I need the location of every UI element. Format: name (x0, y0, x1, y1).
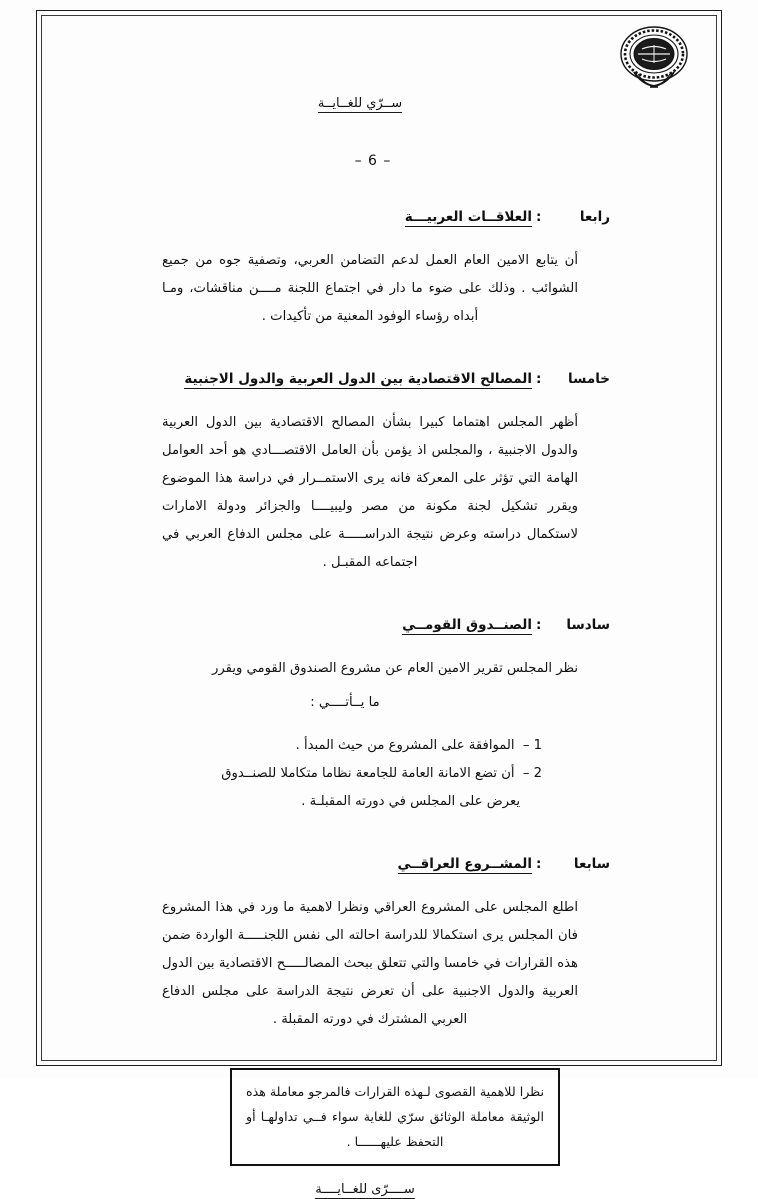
section-ordinal: خامسا (568, 371, 610, 387)
section-fourth (70, 209, 690, 331)
section-title: الصنــدوق القومــي (402, 617, 532, 633)
section-colon: : (536, 209, 542, 225)
section-ordinal: رابعا (579, 209, 610, 225)
page-number: – 6 – (354, 153, 392, 169)
section-ordinal: سابعا (573, 856, 610, 872)
section-title: العلاقــات العربيـــة (404, 209, 532, 225)
list-item-text: أن تضع الامانة العامة للجامعة نظاما متكاملا للصنــدوق (221, 766, 515, 781)
section-paragraph: أن يتابع الامين العام العمل لدعم التضامن العربي، وتصفية جوه من جميع الشوائب . وذلك على ضوء ما دار في اجتماع اللجنة مــــن مناقشات، ومـا أبداه رؤساء الوفود المعنية من تأكيدات . (162, 253, 578, 324)
list-item-continuation: يعرض على المجلس في دورته المقبلـة . (301, 794, 520, 809)
section-colon: : (536, 617, 542, 633)
section-paragraph: نظر المجلس تقرير الامين العام عن مشروع الصندوق القومي ويقرر (212, 661, 578, 676)
section-heading (70, 856, 690, 874)
section-paragraph: اطلع المجلس على المشروع العراقي ونظرا لاهمية ما ورد في هذا المشروع فان المجلس يرى استكمالا للدراسة احالته الى نفس اللجنـــــة الواردة ضمن هذه القرارات في خامسا والتي تتعلق ببحث المصالـــــح الاقتصادية بين الدول العربية والدول الاجنبية على أن تعرض نتيجة الدراسة على مجلس الدفاع العربي المشترك في دورته المقبلة . (162, 900, 578, 1027)
section-colon: : (536, 856, 542, 872)
handling-notice-box: نظرا للاهمية القصوى لـهذه القرارات فالمرجو معاملة هذه الوثيقة معاملة الوثائق سرّي للغاية سواء فــي تداولهـا أو التحفظ عليهــــــا . (230, 1068, 560, 1166)
list-item-number: 2 – (522, 766, 542, 781)
section-heading (70, 209, 690, 227)
decision-list (70, 732, 690, 816)
section-ordinal: سادسا (566, 617, 610, 633)
section-title: المشــروع العراقــي (397, 856, 532, 872)
list-item-number: 1 – (522, 738, 542, 753)
section-fifth (70, 371, 690, 577)
section-heading (70, 617, 690, 635)
section-paragraph: أظهر المجلس اهتماما كبيرا بشأن المصالح الاقتصادية بين الدول العربية والدول الاجنبية ، والمجلس اذ يؤمن بأن العامل الاقتصـــادي هو أحد العوامل الهامة التي تؤثر على المعركة فانه يرى الاستمــرار في دراسة هذا الموضوع ويقرر تشكيل لجنة مكونة من مصر وليبيــــا والجزائر ودولة الامارات لاستكمال دراسته وعرض نتيجة الدراســـــة على مجلس الدفاع العربي في اجتماعه المقبـل . (162, 415, 578, 570)
section-colon: : (536, 371, 542, 387)
list-item (160, 760, 542, 816)
document-body (70, 70, 690, 1197)
section-heading (70, 371, 690, 389)
classification-bottom-text: ســــرّى للغــايــــة (315, 1182, 415, 1197)
classification-marking-top (70, 96, 690, 111)
list-item-text: الموافقة على المشروع من حيث المبدأ . (295, 738, 515, 753)
section-title: المصالح الاقتصادية بين الدول العربية والدول الاجنبية (184, 371, 532, 387)
list-item (160, 732, 542, 760)
section-sixth (70, 617, 690, 816)
section-seventh (70, 856, 690, 1034)
classification-marking-bottom (70, 1182, 690, 1197)
section-sub-lead: ما يــأتــــي : (310, 695, 380, 710)
classification-top-text: ســرّي للغــايــة (317, 96, 403, 111)
